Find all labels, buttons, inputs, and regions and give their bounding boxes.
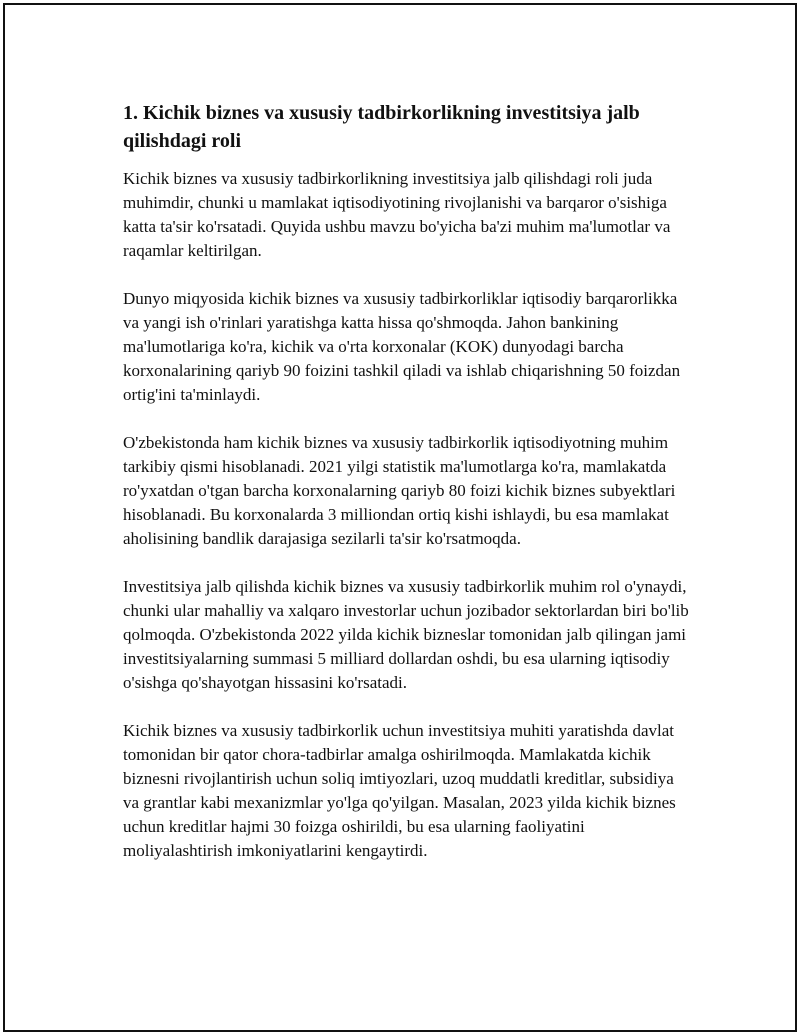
paragraph-world: Dunyo miqyosida kichik biznes va xususiy tadbirkorliklar iqtisodiy barqarorlikka va yangi ish o'rinlari yaratishga katta hissa qo'shmoqda. Jahon bankining ma'lumotlariga ko'ra, kichik va o'rta korxonalar (KOK) dunyodagi barcha korxonalarining qariyb 90 foizini tashkil qiladi va ishlab chiqarishning 50 foizdan ortig'ini ta'minlaydi. (123, 289, 681, 404)
document-body (123, 99, 693, 887)
page-border (3, 3, 797, 1032)
paragraph-investment: Investitsiya jalb qilishda kichik biznes va xususiy tadbirkorlik muhim rol o'ynaydi, chunki ular mahalliy va xalqaro investorlar uchun jozibador sektorlardan biri bo'lib qolmoqda. O'zbekistonda 2022 yilda kichik bizneslar tomonidan jalb qilingan jami investitsiyalarning summasi 5 milliard dollardan oshdi, bu esa ularning iqtisodiy o'sishga qo'shayotgan hissasini ko'rsatadi. (123, 577, 689, 692)
section-heading: 1. Kichik biznes va xususiy tadbirkorlikning investitsiya jalb qilishdagi roli (123, 102, 640, 152)
paragraph-government: Kichik biznes va xususiy tadbirkorlik uchun investitsiya muhiti yaratishda davlat tomonidan bir qator chora-tadbirlar amalga oshirilmoqda. Mamlakatda kichik biznesni rivojlantirish uchun soliq imtiyozlari, uzoq muddatli kreditlar, subsidiya va grantlar kabi mexanizmlar yo'lga qo'yilgan. Masalan, 2023 yilda kichik biznes uchun kreditlar hajmi 30 foizga oshirildi, bu esa ularning faoliyatini moliyalashtirish imkoniyatlarini kengaytirdi. (123, 721, 676, 860)
paragraph-intro: Kichik biznes va xususiy tadbirkorlikning investitsiya jalb qilishdagi roli juda muhimdir, chunki u mamlakat iqtisodiyotining rivojlanishi va barqaror o'sishiga katta ta'sir ko'rsatadi. Quyida ushbu mavzu bo'yicha ba'zi muhim ma'lumotlar va raqamlar keltirilgan. (123, 169, 671, 260)
paragraph-uzbekistan: O'zbekistonda ham kichik biznes va xususiy tadbirkorlik iqtisodiyotning muhim tarkibiy qismi hisoblanadi. 2021 yilgi statistik ma'lumotlarga ko'ra, mamlakatda ro'yxatdan o'tgan barcha korxonalarning qariyb 80 foizi kichik biznes subyektlari hisoblanadi. Bu korxonalarda 3 milliondan ortiq kishi ishlaydi, bu esa mamlakat aholisining bandlik darajasiga sezilarli ta'sir ko'rsatmoqda. (123, 433, 676, 548)
